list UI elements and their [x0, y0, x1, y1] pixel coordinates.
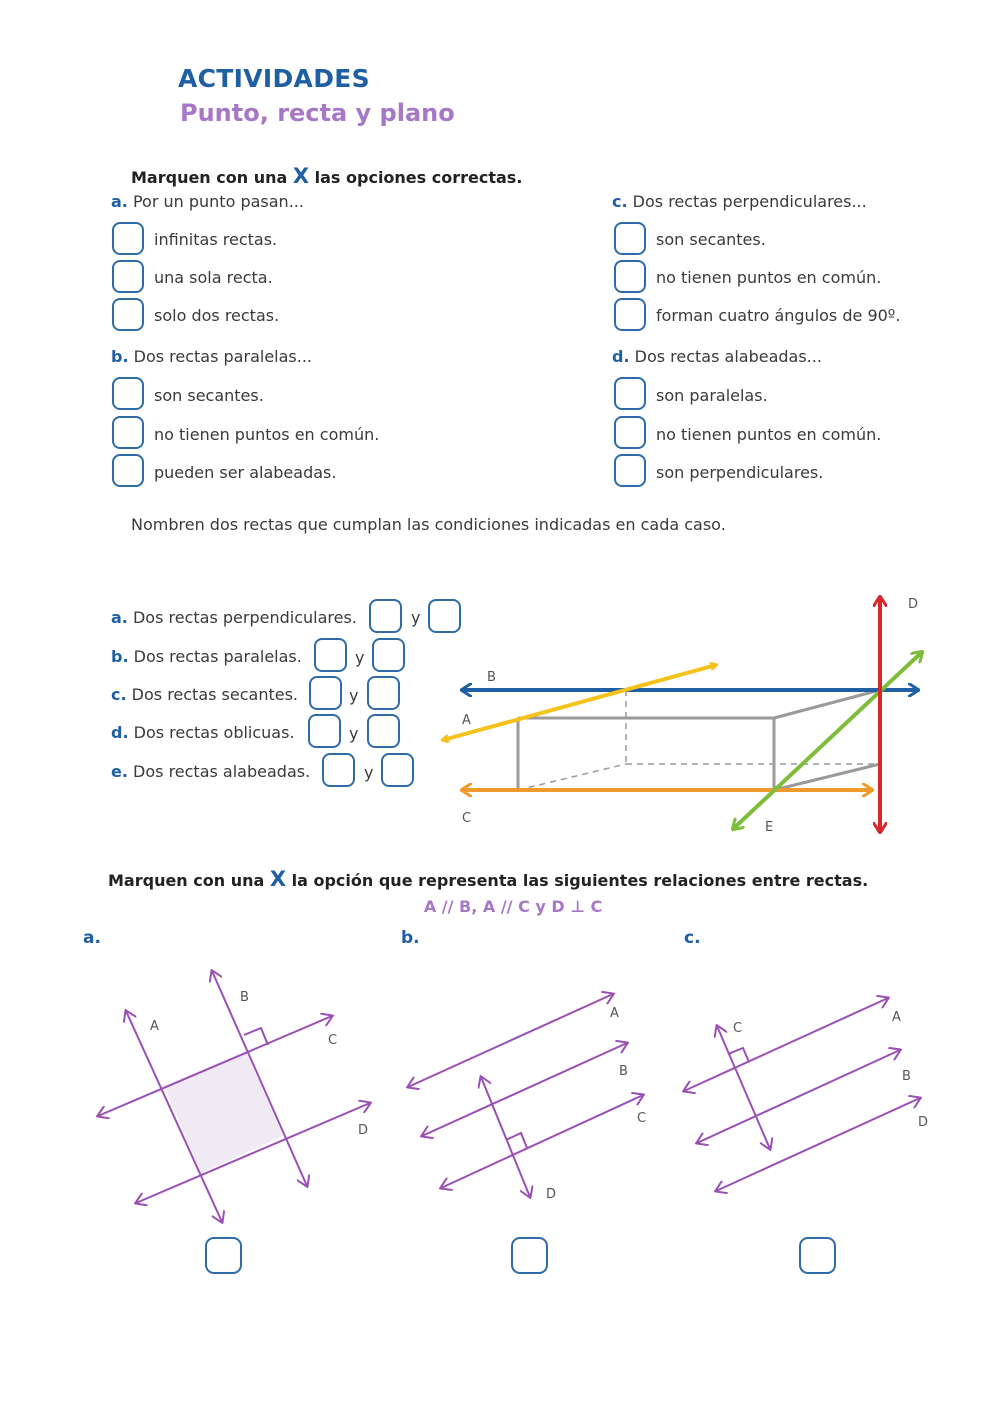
item-letter: a.: [111, 608, 128, 627]
label-D: D: [358, 1123, 369, 1138]
line-A: [684, 998, 888, 1091]
label-C: C: [462, 811, 472, 826]
label-D: D: [918, 1115, 929, 1130]
instruction-text-post: la opción que representa las siguientes relaciones entre rectas.: [286, 871, 869, 890]
instruction-x: X: [292, 164, 310, 188]
line-B: [697, 1050, 900, 1143]
item-letter: e.: [111, 762, 128, 781]
label-B: B: [487, 670, 496, 685]
question-text: Dos rectas paralelas...: [133, 347, 312, 366]
item-text: Dos rectas alabeadas.: [133, 762, 311, 781]
relation-statement: A // B, A // C y D ⊥ C: [423, 897, 603, 916]
label-C: C: [328, 1033, 338, 1048]
line-D: [716, 1098, 920, 1191]
option-label: no tienen puntos en común.: [656, 425, 882, 444]
option-label: pueden ser alabeadas.: [154, 463, 337, 482]
option-label: no tienen puntos en común.: [656, 268, 882, 287]
question-text: Dos rectas alabeadas...: [634, 347, 822, 366]
label-A: A: [892, 1010, 901, 1025]
question-letter: b.: [111, 347, 129, 366]
option-label: solo dos rectas.: [154, 306, 280, 325]
connector-y: y: [364, 763, 374, 782]
checkbox-panel-a[interactable]: [205, 1237, 242, 1274]
line-E: [733, 652, 922, 829]
option-label: son paralelas.: [656, 386, 768, 405]
question-text: Dos rectas perpendiculares...: [632, 192, 867, 211]
label-A: A: [462, 713, 471, 728]
item-text: Dos rectas paralelas.: [133, 647, 302, 666]
instruction-x: X: [269, 867, 287, 891]
label-B: B: [902, 1069, 911, 1084]
option-label: una sola recta.: [154, 268, 273, 287]
shaded-region: [164, 1051, 283, 1173]
item-text: Dos rectas perpendiculares.: [132, 608, 357, 627]
item-text: Dos rectas secantes.: [131, 685, 299, 704]
prism-hidden-edge: [518, 764, 626, 790]
label-C: C: [637, 1111, 647, 1126]
question-text: Por un punto pasan...: [132, 192, 304, 211]
item-letter: d.: [111, 723, 129, 742]
connector-y: y: [349, 686, 359, 705]
instruction-text-pre: Marquen con una: [108, 871, 270, 890]
label-E: E: [765, 820, 774, 835]
panel-letter-b: b.: [401, 928, 420, 948]
line-B: [422, 1043, 627, 1136]
label-C: C: [733, 1021, 743, 1036]
relations-figures: [0, 940, 1000, 1240]
section2-instruction: Nombren dos rectas que cumplan las condiciones indicadas en cada caso.: [131, 515, 726, 534]
question-letter: c.: [612, 192, 628, 211]
checkbox-panel-b[interactable]: [511, 1237, 548, 1274]
panel-b-figure: [408, 994, 643, 1197]
label-A: A: [610, 1006, 619, 1021]
instruction-text-post: las opciones correctas.: [309, 168, 523, 187]
page-subtitle: Punto, recta y plano: [180, 99, 455, 127]
page-title: ACTIVIDADES: [178, 64, 370, 93]
item-letter: b.: [111, 647, 129, 666]
panel-a-figure: [98, 971, 370, 1222]
label-B: B: [619, 1064, 628, 1079]
label-B: B: [240, 990, 249, 1005]
line-C: [441, 1095, 643, 1188]
option-label: infinitas rectas.: [154, 230, 278, 249]
question-letter: d.: [612, 347, 630, 366]
line-A: [443, 665, 716, 740]
panel-letter-c: c.: [684, 928, 701, 948]
item-text: Dos rectas oblicuas.: [133, 723, 295, 742]
right-angle-mark: [244, 1028, 268, 1045]
panel-c-figure: [684, 998, 920, 1191]
label-A: A: [150, 1019, 159, 1034]
option-label: no tienen puntos en común.: [154, 425, 380, 444]
connector-y: y: [411, 608, 421, 627]
checkbox-panel-c[interactable]: [799, 1237, 836, 1274]
panel-letter-a: a.: [83, 928, 101, 948]
item-letter: c.: [111, 685, 127, 704]
connector-y: y: [355, 648, 365, 667]
option-label: son secantes.: [656, 230, 766, 249]
option-label: son secantes.: [154, 386, 264, 405]
option-label: son perpendiculares.: [656, 463, 824, 482]
question-letter: a.: [111, 192, 128, 211]
section3-instruction: [108, 867, 868, 891]
option-label: forman cuatro ángulos de 90º.: [656, 306, 901, 325]
instruction-text-pre: Marquen con una: [131, 168, 293, 187]
line-A: [408, 994, 613, 1087]
label-D: D: [908, 597, 919, 612]
label-D: D: [546, 1187, 557, 1202]
connector-y: y: [349, 724, 359, 743]
